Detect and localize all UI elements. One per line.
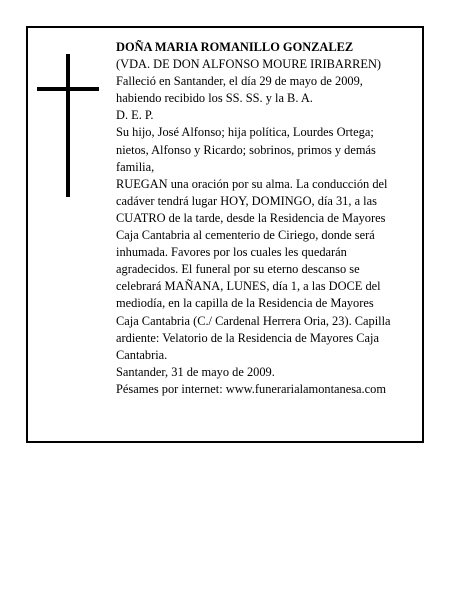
family-line-3: familia, [116, 159, 155, 174]
body-line: agradecidos. El funeral por su eterno descanso se [116, 262, 360, 277]
body-line: celebrará MAÑANA, LUNES, día 1, a las DOCE del [116, 279, 381, 294]
family-line-2: nietos, Alfonso y Ricardo; sobrinos, primos y demás [116, 142, 376, 157]
death-line-1: Falleció en Santander, el día 29 de mayo de 2009, [116, 74, 363, 89]
body-line: Caja Cantabria (C./ Cardenal Herrera Oria, 23). Capilla [116, 313, 391, 328]
place-date: Santander, 31 de mayo de 2009. [116, 364, 275, 379]
body-line: CUATRO de la tarde, desde la Residencia de Mayores [116, 210, 386, 225]
death-line-2: habiendo recibido los SS. SS. y la B. A. [116, 91, 313, 106]
body-line: cadáver tendrá lugar HOY, DOMINGO, día 31, a las [116, 193, 377, 208]
body-line: RUEGAN una oración por su alma. La conducción del [116, 176, 388, 191]
cross-icon [66, 54, 70, 197]
obituary-text [116, 39, 416, 398]
cross-icon-bar [37, 87, 99, 91]
condolences-link-line: Pésames por internet: www.funerarialamontanesa.com [116, 381, 386, 396]
body-line: mediodía, en la capilla de la Residencia de Mayores [116, 296, 374, 311]
body-line: ardiente: Velatorio de la Residencia de Mayores Caja [116, 330, 379, 345]
dep-line: D. E. P. [116, 108, 154, 123]
body-line: Cantabria. [116, 347, 168, 362]
body-line: inhumada. Favores por los cuales les quedarán [116, 245, 347, 260]
widow-of-line: (VDA. DE DON ALFONSO MOURE IRIBARREN) [116, 57, 382, 72]
family-line-1: Su hijo, José Alfonso; hija política, Lourdes Ortega; [116, 125, 374, 140]
deceased-name: DOÑA MARIA ROMANILLO GONZALEZ [116, 40, 354, 54]
body-line: Caja Cantabria al cementerio de Ciriego, donde será [116, 228, 375, 243]
